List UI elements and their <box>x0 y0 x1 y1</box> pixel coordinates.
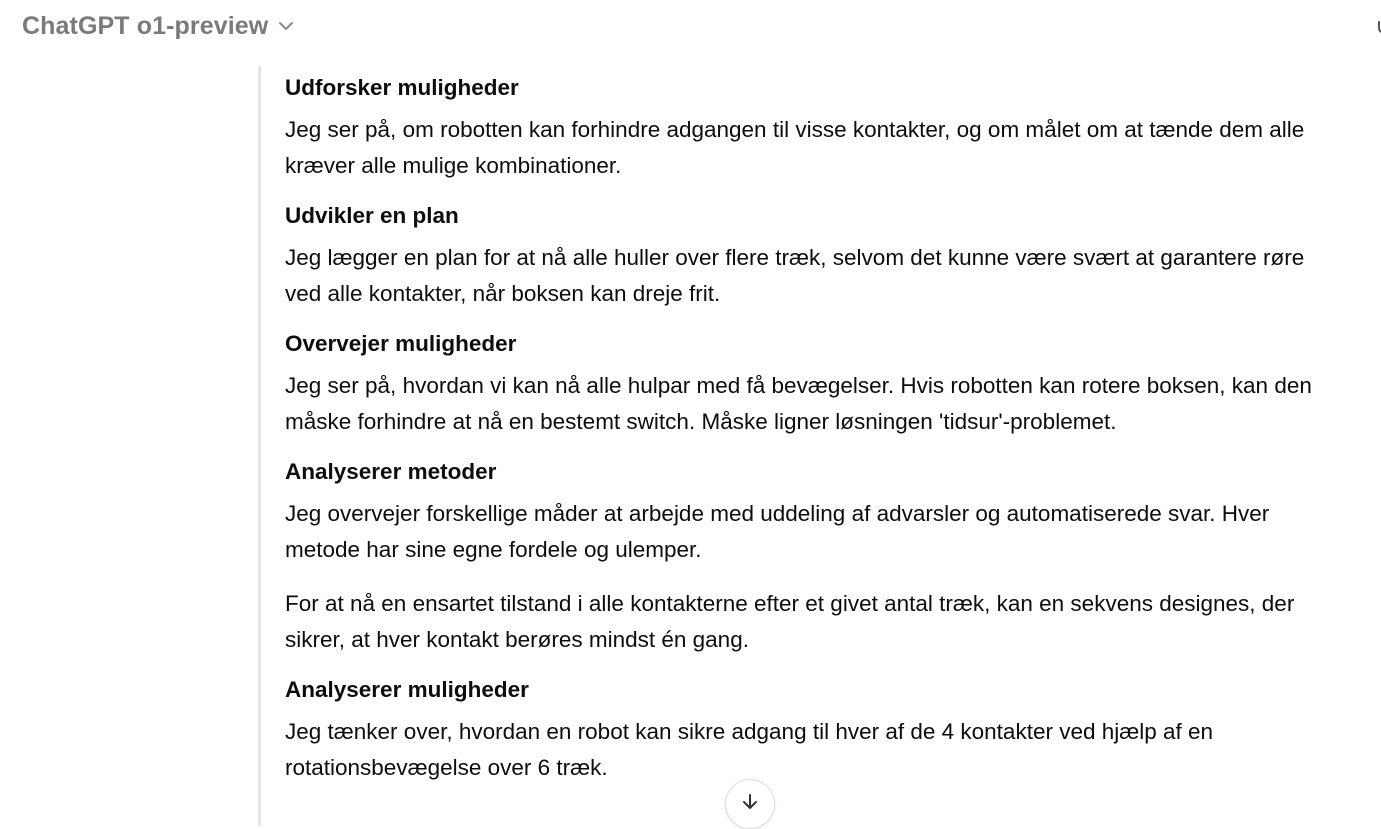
step-text: Jeg tænker over, hvordan en robot kan sikre adgang til hver af de 4 kontakter ved hjælp af en rotationsbevægelse over 6 træk. <box>285 719 1214 780</box>
model-name: ChatGPT o1-preview <box>22 11 269 40</box>
scroll-to-bottom-button[interactable] <box>725 779 775 829</box>
reasoning-step <box>285 330 1345 440</box>
step-text: Jeg overvejer forskellige måder at arbejde med uddeling af advarsler og automatiserede svar. Hver metode har sine egne fordele og ulemper. <box>285 501 1270 562</box>
step-text: For at nå en ensartet tilstand i alle kontakterne efter et givet antal træk, kan en sekvens designes, der sikrer, at hver kontakt berøres mindst én gang. <box>285 591 1295 652</box>
reasoning-thread <box>258 66 1368 826</box>
cut-off-icon[interactable] <box>1377 14 1381 38</box>
chevron-down-icon <box>278 21 294 31</box>
step-text: Jeg ser på, om robotten kan forhindre adgangen til visse kontakter, og om målet om at tænde dem alle kræver alle mulige kombinationer. <box>285 117 1305 178</box>
reasoning-step <box>285 458 1345 658</box>
thread-rail <box>258 66 261 826</box>
step-title: Udforsker muligheder <box>285 75 519 100</box>
model-selector-button[interactable] <box>10 7 306 45</box>
reasoning-step <box>285 676 1345 786</box>
step-text: Jeg ser på, hvordan vi kan nå alle hulpar med få bevægelser. Hvis robotten kan rotere boksen, kan den måske forhindre at nå en bestemt switch. Måske ligner løsningen 'tidsur'-problemet. <box>285 373 1312 434</box>
step-title: Overvejer muligheder <box>285 331 517 356</box>
reasoning-steps <box>285 74 1345 804</box>
step-text: Jeg lægger en plan for at nå alle huller over flere træk, selvom det kunne være svært at garantere røre ved alle kontakter, når boksen kan dreje frit. <box>285 245 1305 306</box>
reasoning-step <box>285 74 1345 184</box>
header-bar <box>0 0 1381 52</box>
arrow-down-icon <box>740 792 760 812</box>
step-title: Analyserer muligheder <box>285 677 529 702</box>
step-title: Udvikler en plan <box>285 203 459 228</box>
reasoning-step <box>285 202 1345 312</box>
step-title: Analyserer metoder <box>285 459 497 484</box>
